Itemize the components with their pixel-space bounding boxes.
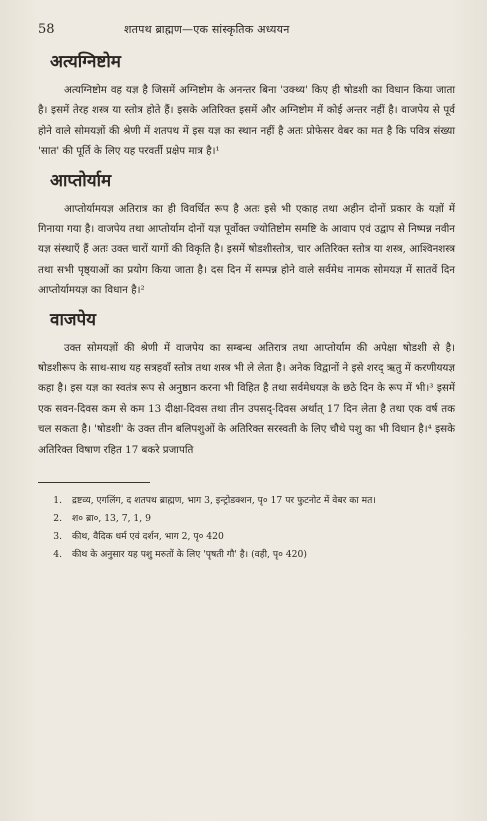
page-number: 58 (38, 22, 55, 37)
section-paragraph: उक्त सोमयज्ञों की श्रेणी में वाजपेय का सम्बन्ध अतिरात्र तथा आप्तोर्याम की अपेक्षा षोडशी से है। षोडशीरूप के साथ-साथ यह सत्रहवाँ स्तोत्र तथा शस्त्र भी ले लेता है। अनेक विद्वानों ने इसे शरद् ऋतु में करणीययज्ञ कहा है। इस यज्ञ का स्वतंत्र रूप से अनुष्ठान करना भी विहित है तथा सर्वमेधयज्ञ के छठे दिन के रूप में भी।³ इसमें एक सवन-दिवस कम से कम 13 दीक्षा-दिवस तथा तीन उपसद्-दिवस अर्थात् 17 दिन लेता है तथा एक वर्ष तक चल सकता है। 'षोडशी' के उक्त तीन बलिपशुओं के अतिरिक्त सरस्वती के लिए चौथे पशु का भी विधान है।⁴ इसके अतिरिक्त विषाण रहित 17 बकरे प्रजापति (38, 341, 455, 456)
section-heading: वाजपेय (50, 309, 96, 330)
footnote-number: 2. (53, 513, 62, 525)
footnote-text: कीथ के अनुसार यह पशु मरुतों के लिए 'पृषती गौ' है। (वही, पृ० 420) (72, 549, 307, 561)
footnote-text: श० ब्रा०, 13, 7, 1, 9 (72, 513, 151, 525)
footnote-item (38, 529, 455, 544)
section-atyagnishtoma (38, 49, 455, 162)
section-vajapeya (38, 307, 455, 460)
section-heading: अत्यग्निष्टोम (50, 52, 121, 72)
section-paragraph: अत्यग्निष्टोम वह यज्ञ है जिसमें अग्निष्टोम के अनन्तर बिना 'उक्थ्य' किए ही षोडशी का विधान किया जाता है। इसमें तेरह शस्त्र या स्तोत्र होते हैं। इसके अतिरिक्त इसमें और अग्निष्टोम में कोई अन्तर नहीं है। वाजपेय से पूर्व होने वाले सोमयज्ञों की श्रेणी में शतपथ में इस यज्ञ का स्थान नहीं है अतः प्रोफेसर वेबर का मत है कि पवित्र संख्या 'सात' की पूर्ति के लिए यह परवर्ती प्रक्षेप मात्र है।¹ (38, 84, 455, 158)
footnote-item (38, 493, 455, 508)
footnote-item (38, 547, 455, 562)
footnote-item (38, 511, 455, 526)
footnote-number: 3. (53, 531, 62, 543)
section-aptoryama (38, 168, 455, 301)
running-header (38, 22, 455, 37)
footnote-text: कीथ, वैदिक धर्म एवं दर्शन, भाग 2, पृ० 420 (72, 531, 224, 543)
running-title: शतपथ ब्राह्मण—एक सांस्कृतिक अध्ययन (124, 23, 290, 36)
footnote-divider (38, 482, 150, 483)
footnote-number: 1. (53, 495, 62, 507)
section-paragraph: आप्तोर्यामयज्ञ अतिरात्र का ही विवर्धित रूप है अतः इसे भी एकाह तथा अहीन दोनों प्रकार के यज्ञों में गिनाया गया है। वाजपेय तथा आप्तोर्याम दोनों यज्ञ पूर्वोक्त ज्योतिष्टोम समष्टि के आवाप एवं उद्वाप से निष्पन्न नवीन यज्ञ संस्थाएँ हैं अतः उक्त चारों यागों की विकृति है। इसमें षोडशीस्तोत्र, चार अतिरिक्त स्तोत्र या शस्त्र, आश्विनशस्त्र तथा सभी पृष्ठ्याओं का प्रयोग किया जाता है। दस दिन में सम्पन्न होने वाले सर्वमेध नामक सोमयज्ञ में सातवें दिन आप्तोर्यामयज्ञ का विधान है।² (38, 202, 455, 297)
section-heading: आप्तोर्याम (50, 170, 112, 191)
footnote-number: 4. (53, 549, 62, 561)
footnotes-list (38, 493, 455, 562)
footnote-text: द्रष्टव्य, एगलिंग, द शतपथ ब्राह्मण, भाग 3, इन्ट्रोडक्शन, पृ० 17 पर फुटनोट में वेबर का मत। (72, 495, 376, 507)
